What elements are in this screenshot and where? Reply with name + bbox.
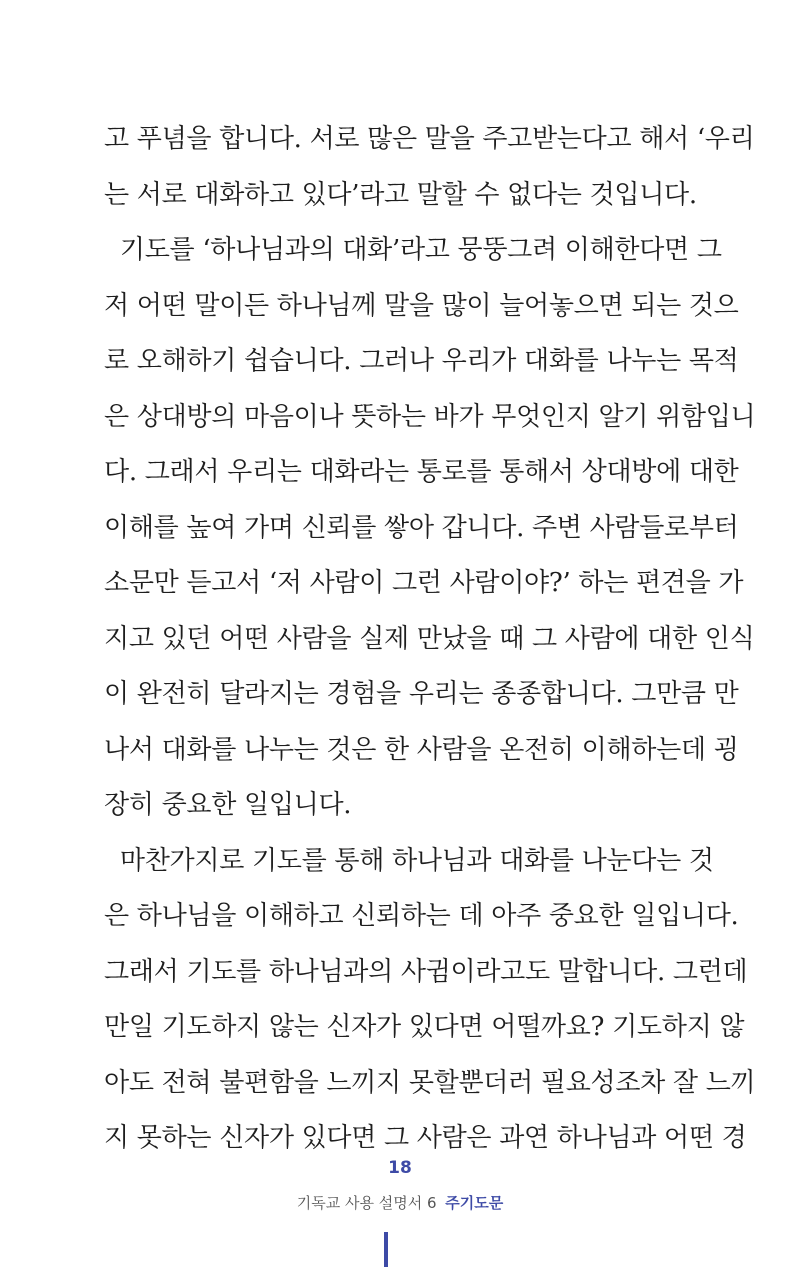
body-line: 이 완전히 달라지는 경험을 우리는 종종합니다. 그만큼 만 <box>104 679 739 709</box>
body-line: 저 어떤 말이든 하나님께 말을 많이 늘어놓으면 되는 것으 <box>104 290 739 321</box>
body-line: 은 상대방의 마음이나 뜻하는 바가 무엇인지 알기 위함입니 <box>104 401 756 432</box>
body-line: 은 하나님을 이해하고 신뢰하는 데 아주 중요한 일입니다. <box>104 901 739 931</box>
body-line: 고 푸념을 합니다. 서로 많은 말을 주고받는다고 해서 ‘우리 <box>104 124 755 154</box>
body-line: 소문만 듣고서 ‘저 사람이 그런 사람이야?’ 하는 편견을 가 <box>104 568 744 598</box>
body-line: 다. 그래서 우리는 대화라는 통로를 통해서 상대방에 대한 <box>104 457 739 487</box>
body-line: 로 오해하기 쉽습니다. 그러나 우리가 대화를 나누는 목적 <box>104 346 739 376</box>
body-line: 마찬가지로 기도를 통해 하나님과 대화를 나눈다는 것 <box>104 845 714 876</box>
page-body-text <box>104 112 756 1167</box>
body-line: 만일 기도하지 않는 신자가 있다면 어떨까요? 기도하지 않 <box>104 1012 745 1042</box>
body-line: 나서 대화를 나누는 것은 한 사람을 온전히 이해하는데 굉 <box>104 734 739 765</box>
book-subtitle: 주기도문 <box>445 1194 504 1212</box>
body-line: 기도를 ‘하나님과의 대화’라고 뭉뚱그려 이해한다면 그 <box>104 235 722 265</box>
body-line: 지고 있던 어떤 사람을 실제 만났을 때 그 사람에 대한 인식 <box>104 623 755 654</box>
body-line: 이해를 높여 가며 신뢰를 쌓아 갑니다. 주변 사람들로부터 <box>104 512 739 543</box>
book-title: 기독교 사용 설명서 6 <box>296 1194 437 1212</box>
body-line: 아도 전혀 불편함을 느끼지 못할뿐더러 필요성조차 잘 느끼 <box>104 1067 756 1098</box>
page-number: 18 <box>388 1158 412 1178</box>
footer-accent-bar <box>384 1232 388 1267</box>
body-line: 장히 중요한 일입니다. <box>104 790 352 820</box>
body-line: 그래서 기도를 하나님과의 사귐이라고도 말합니다. 그런데 <box>104 956 748 987</box>
body-line: 는 서로 대화하고 있다’라고 말할 수 없다는 것입니다. <box>104 179 697 210</box>
body-line: 지 못하는 신자가 있다면 그 사람은 과연 하나님과 어떤 경 <box>104 1123 747 1153</box>
running-footer <box>0 1192 800 1213</box>
